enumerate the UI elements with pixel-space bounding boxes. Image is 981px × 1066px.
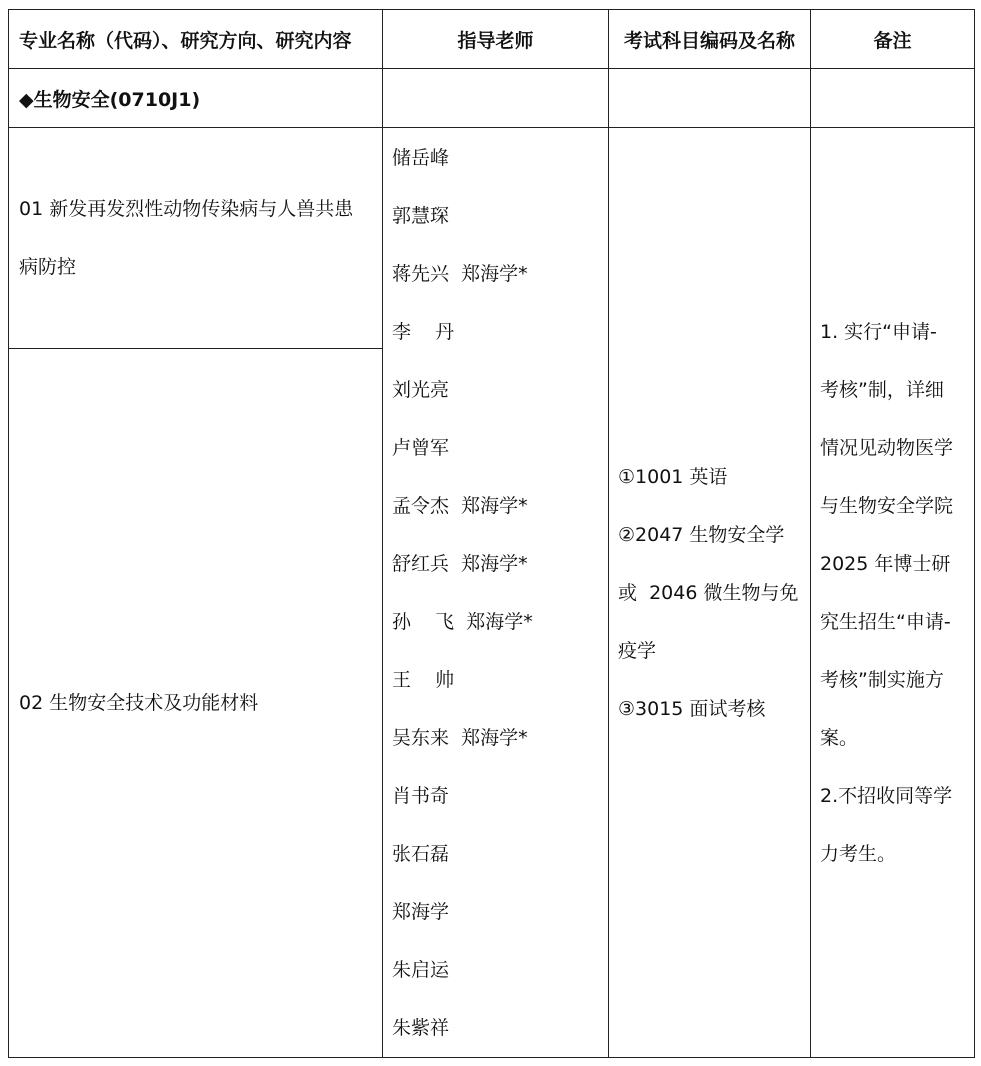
major-row bbox=[9, 69, 975, 128]
advisor-item: 郭慧琛 bbox=[392, 205, 450, 227]
advisor-item: 朱启运 bbox=[392, 959, 450, 981]
remark-line: 1. 实行“申请- bbox=[820, 320, 937, 343]
direction-02 bbox=[9, 349, 383, 1058]
direction-02-line-1: 02 生物安全技术及功能材料 bbox=[19, 692, 259, 714]
exam-subjects bbox=[609, 128, 811, 1058]
remark-line: 究生招生“申请- bbox=[820, 610, 951, 633]
advisor-item: 张石磊 bbox=[392, 843, 450, 865]
advisor-item: 李 丹 bbox=[392, 321, 455, 343]
direction-01-line-1: 01 新发再发烈性动物传染病与人兽共患 bbox=[19, 198, 354, 220]
advisor-item: 孙 飞 郑海学* bbox=[392, 611, 533, 633]
remark-line: 考核”制实施方 bbox=[820, 668, 944, 691]
header-row bbox=[9, 10, 975, 69]
advisor-item: 朱紫祥 bbox=[392, 1017, 450, 1039]
major-name: ◆生物安全(0710J1) bbox=[9, 69, 383, 128]
header-advisor: 指导老师 bbox=[383, 10, 609, 69]
header-notes: 备注 bbox=[811, 10, 975, 69]
remark-line: 力考生。 bbox=[820, 842, 897, 865]
advisor-item: 王 帅 bbox=[392, 669, 455, 691]
advisor-item: 郑海学 bbox=[392, 901, 450, 923]
direction-01 bbox=[9, 128, 383, 349]
advisor-list bbox=[383, 128, 609, 1058]
advisor-item: 刘光亮 bbox=[392, 379, 450, 401]
remark-line: 2025 年博士研 bbox=[820, 552, 951, 575]
remark-line: 与生物安全学院 bbox=[820, 494, 954, 517]
advisor-item: 蒋先兴 郑海学* bbox=[392, 263, 528, 285]
empty-cell bbox=[811, 69, 975, 128]
advisor-item: 舒红兵 郑海学* bbox=[392, 553, 528, 575]
advisor-item: 储岳峰 bbox=[392, 147, 450, 169]
direction-row-1 bbox=[9, 128, 975, 349]
exam-line: 或 2046 微生物与免 bbox=[618, 581, 799, 604]
exam-line: 疫学 bbox=[618, 639, 657, 662]
empty-cell bbox=[609, 69, 811, 128]
exam-line: ①1001 英语 bbox=[618, 465, 728, 488]
advisor-item: 孟令杰 郑海学* bbox=[392, 495, 528, 517]
header-exam: 考试科目编码及名称 bbox=[609, 10, 811, 69]
remark-line: 情况见动物医学 bbox=[820, 436, 954, 459]
program-table bbox=[8, 9, 975, 1058]
advisor-item: 卢曾军 bbox=[392, 437, 450, 459]
remark-line: 案。 bbox=[820, 726, 859, 749]
remark-line: 2.不招收同等学 bbox=[820, 784, 953, 807]
advisor-item: 吴东来 郑海学* bbox=[392, 727, 528, 749]
empty-cell bbox=[383, 69, 609, 128]
exam-line: ③3015 面试考核 bbox=[618, 697, 766, 720]
remark-line: 考核”制，详细 bbox=[820, 378, 944, 401]
remarks bbox=[811, 128, 975, 1058]
direction-01-line-2: 病防控 bbox=[19, 256, 77, 278]
advisor-item: 肖书奇 bbox=[392, 785, 450, 807]
header-program: 专业名称（代码）、研究方向、研究内容 bbox=[9, 10, 383, 69]
exam-line: ②2047 生物安全学 bbox=[618, 523, 785, 546]
